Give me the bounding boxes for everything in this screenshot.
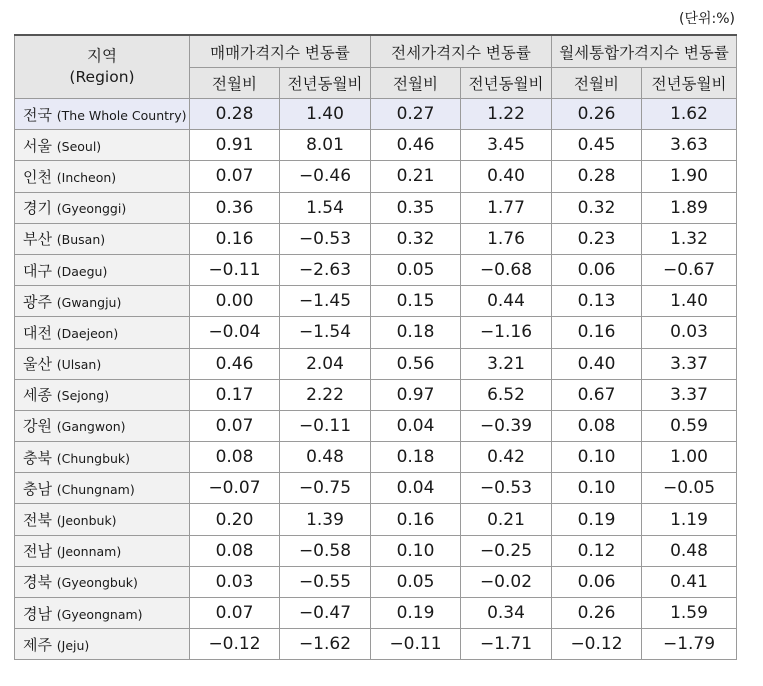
value-cell: 1.77 [461,192,552,223]
region-name-ko: 충북 [23,448,52,467]
group-header-sale: 매매가격지수 변동률 [190,35,371,68]
value-cell: 6.52 [461,379,552,410]
region-name-en: (Gangwon) [56,419,126,435]
value-cell: 2.22 [280,379,371,410]
table-row [15,286,737,317]
region-name-ko: 전남 [23,542,52,561]
value-cell: 0.59 [642,410,737,441]
region-name-ko: 광주 [23,292,52,311]
value-cell: 0.28 [552,161,642,192]
value-cell: 0.97 [371,379,461,410]
value-cell: 1.00 [642,442,737,473]
value-cell: 0.42 [461,442,552,473]
value-cell: 1.59 [642,598,737,629]
value-cell: −0.02 [461,566,552,597]
region-cell [15,192,190,223]
table-header [15,35,737,99]
value-cell: 0.40 [461,161,552,192]
region-cell [15,161,190,192]
region-cell [15,379,190,410]
unit-label: (단위:%) [679,11,735,27]
value-cell: −0.53 [280,223,371,254]
value-cell: 0.16 [190,223,280,254]
value-cell: 1.90 [642,161,737,192]
value-cell: 1.22 [461,99,552,130]
value-cell: 0.17 [190,379,280,410]
region-name-en: (Daegu) [56,263,108,279]
value-cell: −0.07 [190,473,280,504]
table-row [15,223,737,254]
value-cell: 1.76 [461,223,552,254]
value-cell: 0.35 [371,192,461,223]
value-cell: 0.06 [552,566,642,597]
region-name-en: (The Whole Country) [56,107,187,123]
value-cell: 0.32 [371,223,461,254]
region-name-en: (Gyeonggi) [56,201,127,217]
value-cell: 0.18 [371,317,461,348]
value-cell: −0.12 [552,629,642,660]
value-cell: 1.89 [642,192,737,223]
value-cell: 1.54 [280,192,371,223]
region-cell [15,442,190,473]
table-row [15,161,737,192]
table-row [15,535,737,566]
value-cell: −0.67 [642,254,737,285]
table-row [15,130,737,161]
value-cell: −0.68 [461,254,552,285]
region-name-ko: 전북 [23,511,52,530]
region-name-ko: 세종 [23,386,52,405]
value-cell: 0.18 [371,442,461,473]
value-cell: 0.04 [371,473,461,504]
region-header-ko: 지역 [87,47,117,65]
region-name-ko: 충남 [23,479,52,498]
region-header-en: (Region) [69,68,135,86]
subheader-mom: 전월비 [371,68,461,99]
subheader-yoy: 전년동월비 [642,68,737,99]
value-cell: −0.46 [280,161,371,192]
value-cell: −0.39 [461,410,552,441]
value-cell: 0.34 [461,598,552,629]
value-cell: 1.39 [280,504,371,535]
value-cell: −1.71 [461,629,552,660]
table-row [15,442,737,473]
value-cell: 0.45 [552,130,642,161]
table-row [15,629,737,660]
region-name-ko: 경기 [23,199,52,218]
value-cell: 0.16 [552,317,642,348]
value-cell: 0.05 [371,566,461,597]
value-cell: −0.11 [371,629,461,660]
region-name-ko: 울산 [23,355,52,374]
value-cell: 0.56 [371,348,461,379]
region-name-en: (Daejeon) [56,325,119,341]
region-name-ko: 대구 [23,261,52,280]
region-name-en: (Chungbuk) [56,450,131,466]
value-cell: 0.23 [552,223,642,254]
value-cell: 0.41 [642,566,737,597]
value-cell: 2.04 [280,348,371,379]
table-body [15,99,737,660]
value-cell: 0.36 [190,192,280,223]
region-name-ko: 전국 [23,105,52,124]
value-cell: 3.37 [642,379,737,410]
region-cell [15,473,190,504]
table-row [15,254,737,285]
value-cell: −0.47 [280,598,371,629]
value-cell: 0.21 [461,504,552,535]
region-cell [15,348,190,379]
value-cell: 0.00 [190,286,280,317]
group-header-jeonse: 전세가격지수 변동률 [371,35,552,68]
value-cell: 1.40 [280,99,371,130]
region-cell [15,598,190,629]
value-cell: −1.54 [280,317,371,348]
value-cell: 0.10 [552,473,642,504]
value-cell: −0.75 [280,473,371,504]
region-name-en: (Chungnam) [56,481,135,497]
group-header-monthly-rent: 월세통합가격지수 변동률 [552,35,737,68]
region-name-en: (Seoul) [56,138,102,154]
region-name-ko: 서울 [23,136,52,155]
region-name-en: (Gwangju) [56,294,122,310]
region-name-ko: 인천 [23,167,52,186]
region-name-ko: 강원 [23,417,52,436]
table-row [15,598,737,629]
value-cell: 0.32 [552,192,642,223]
value-cell: 1.40 [642,286,737,317]
value-cell: −1.79 [642,629,737,660]
value-cell: 0.19 [371,598,461,629]
value-cell: 0.07 [190,598,280,629]
table-row [15,99,737,130]
region-cell [15,286,190,317]
value-cell: 0.03 [642,317,737,348]
value-cell: 3.37 [642,348,737,379]
value-cell: −0.25 [461,535,552,566]
table-row [15,504,737,535]
region-name-ko: 대전 [23,323,52,342]
value-cell: 0.27 [371,99,461,130]
value-cell: −1.62 [280,629,371,660]
price-index-table [14,34,737,660]
subheader-yoy: 전년동월비 [280,68,371,99]
value-cell: −0.55 [280,566,371,597]
region-cell [15,629,190,660]
region-cell [15,504,190,535]
value-cell: −0.53 [461,473,552,504]
value-cell: 0.08 [190,442,280,473]
value-cell: 0.16 [371,504,461,535]
value-cell: 0.12 [552,535,642,566]
region-cell [15,130,190,161]
value-cell: 0.07 [190,410,280,441]
value-cell: 0.48 [280,442,371,473]
region-cell [15,99,190,130]
region-cell [15,566,190,597]
value-cell: −0.04 [190,317,280,348]
region-name-en: (Jeju) [56,637,90,653]
region-name-en: (Jeonbuk) [56,513,117,529]
value-cell: 0.91 [190,130,280,161]
value-cell: 1.62 [642,99,737,130]
value-cell: −0.58 [280,535,371,566]
table-row [15,410,737,441]
value-cell: −0.05 [642,473,737,504]
value-cell: 0.26 [552,99,642,130]
value-cell: −2.63 [280,254,371,285]
value-cell: 3.45 [461,130,552,161]
value-cell: 8.01 [280,130,371,161]
subheader-yoy: 전년동월비 [461,68,552,99]
value-cell: −1.45 [280,286,371,317]
table-row [15,192,737,223]
value-cell: −0.12 [190,629,280,660]
subheader-mom: 전월비 [190,68,280,99]
value-cell: 1.32 [642,223,737,254]
value-cell: 0.07 [190,161,280,192]
value-cell: 0.13 [552,286,642,317]
value-cell: 0.08 [190,535,280,566]
value-cell: −1.16 [461,317,552,348]
region-cell [15,254,190,285]
table-row [15,379,737,410]
region-name-en: (Sejong) [56,388,110,404]
region-name-ko: 부산 [23,230,52,249]
region-header [15,35,190,99]
table-row [15,566,737,597]
value-cell: 3.63 [642,130,737,161]
region-name-en: (Incheon) [56,169,117,185]
value-cell: 0.44 [461,286,552,317]
region-name-en: (Gyeongbuk) [56,575,138,591]
region-name-en: (Jeonnam) [56,544,122,560]
region-name-ko: 제주 [23,635,52,654]
value-cell: −0.11 [190,254,280,285]
value-cell: 0.26 [552,598,642,629]
value-cell: 0.20 [190,504,280,535]
region-name-en: (Busan) [56,232,106,248]
value-cell: 0.10 [552,442,642,473]
value-cell: 0.08 [552,410,642,441]
table-row [15,348,737,379]
value-cell: 0.28 [190,99,280,130]
value-cell: 0.04 [371,410,461,441]
table-row [15,473,737,504]
region-name-en: (Gyeongnam) [56,606,143,622]
value-cell: 0.46 [190,348,280,379]
region-cell [15,223,190,254]
region-cell [15,317,190,348]
value-cell: 0.48 [642,535,737,566]
value-cell: 1.19 [642,504,737,535]
value-cell: 3.21 [461,348,552,379]
value-cell: 0.40 [552,348,642,379]
value-cell: 0.06 [552,254,642,285]
table-row [15,317,737,348]
value-cell: 0.05 [371,254,461,285]
region-name-ko: 경남 [23,604,52,623]
value-cell: 0.21 [371,161,461,192]
value-cell: 0.19 [552,504,642,535]
value-cell: −0.11 [280,410,371,441]
subheader-mom: 전월비 [552,68,642,99]
region-name-en: (Ulsan) [56,357,102,373]
region-cell [15,535,190,566]
value-cell: 0.67 [552,379,642,410]
value-cell: 0.15 [371,286,461,317]
value-cell: 0.03 [190,566,280,597]
value-cell: 0.46 [371,130,461,161]
region-cell [15,410,190,441]
region-name-ko: 경북 [23,573,52,592]
value-cell: 0.10 [371,535,461,566]
